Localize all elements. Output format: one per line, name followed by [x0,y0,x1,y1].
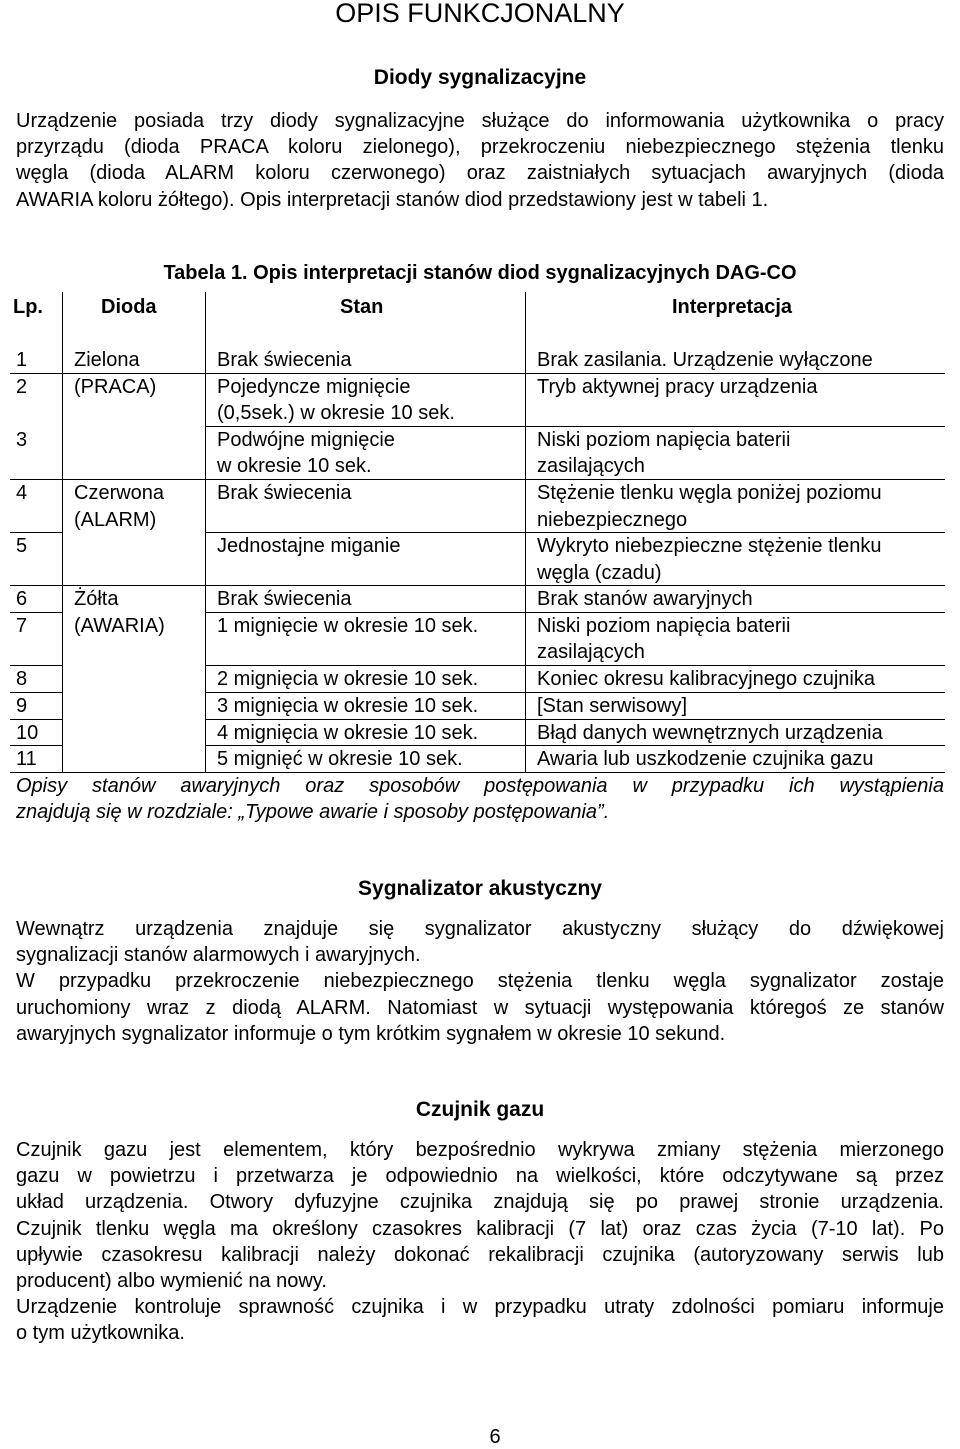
diodes-line: Urządzenie posiada trzy diody sygnalizacyjne służące do informowania użytkownika o pracy [16,110,944,132]
diode-name: Czerwona [74,482,165,504]
diodes-paragraph [16,108,944,213]
page-number: 6 [489,1426,501,1448]
page-title: OPIS FUNKCJONALNY [335,0,625,28]
row-interpretacja: zasilających [537,641,645,663]
row-lp: 5 [16,535,28,557]
header-interpretacja: Interpretacja [672,296,793,318]
table-rule [10,665,62,666]
table-rule [10,585,945,586]
buzzer-line: sygnalizacji stanów alarmowych i awaryjnych. [16,944,421,967]
row-lp: 1 [16,349,28,371]
table-note-line: Opisy stanów awaryjnych oraz sposobów postępowania w przypadku ich wystąpienia [16,775,944,797]
header-dioda: Dioda [101,296,157,318]
row-interpretacja: niebezpiecznego [537,509,688,531]
row-interpretacja: Koniec okresu kalibracyjnego czujnika [537,668,875,690]
header-stan: Stan [340,296,384,318]
table-rule [62,292,63,772]
row-lp: 8 [16,668,28,690]
table-rule [205,426,945,427]
buzzer-line: Wewnątrz urządzenia znajduje się sygnalizator akustyczny służący do dźwiękowej [16,918,944,940]
diode-name: Zielona [74,349,140,371]
row-interpretacja: zasilających [537,455,645,477]
sensor-paragraph [16,1137,944,1347]
row-stan: 5 mignięć w okresie 10 sek. [217,748,463,770]
row-stan: 4 mignięcia w okresie 10 sek. [217,722,479,744]
table-rule [205,665,945,666]
buzzer-paragraph [16,916,944,1047]
table-rule [10,612,62,613]
table-caption: Tabela 1. Opis interpretacji stanów diod sygnalizacyjnych DAG-CO [163,262,797,284]
row-stan: Podwójne mignięcie [217,429,395,451]
row-lp: 3 [16,429,28,451]
row-stan: Brak świecenia [217,588,352,610]
diodes-line: AWARIA koloru żółtego). Opis interpretacji stanów diod przedstawiony jest w tabeli 1. [16,188,769,211]
row-interpretacja: Brak stanów awaryjnych [537,588,753,610]
table-rule [10,719,62,720]
row-lp: 2 [16,376,28,398]
buzzer-line: W przypadku przekroczenie niebezpiecznego stężenia tlenku węgla sygnalizator zostaje [16,970,944,993]
row-lp: 11 [16,748,37,770]
row-interpretacja: Brak zasilania. Urządzenie wyłączone [537,349,873,371]
sensor-line: Czujnik tlenku węgla ma określony czasokres kalibracji (7 lat) oraz czas życia (7-10 lat). Po [16,1217,944,1240]
row-stan: w okresie 10 sek. [217,455,372,477]
table-rule [205,719,945,720]
row-lp: 4 [16,482,28,504]
table-rule [10,692,62,693]
table-rule [10,532,62,533]
row-interpretacja: [Stan serwisowy] [537,695,688,717]
row-stan: 1 mignięcie w okresie 10 sek. [217,615,479,637]
section-heading-sensor: Czujnik gazu [415,1098,545,1121]
row-stan: Brak świecenia [217,482,352,504]
table-note [16,773,944,825]
row-stan: Brak świecenia [217,349,352,371]
row-lp: 10 [16,722,39,744]
row-interpretacja: Awaria lub uszkodzenie czujnika gazu [537,748,874,770]
section-heading-diodes: Diody sygnalizacyjne [373,66,587,89]
table-rule [205,532,945,533]
table-rule [205,692,945,693]
table-rule [10,479,945,480]
row-interpretacja: Niski poziom napięcia baterii [537,429,791,451]
row-lp: 7 [16,615,28,637]
row-stan: (0,5sek.) w okresie 10 sek. [217,402,455,424]
sensor-line: upływie czasokresu kalibracji należy dokonać rekalibracji czujnika (autoryzowany serwis lub [16,1243,944,1266]
table-rule [205,292,206,772]
table-rule [205,612,945,613]
buzzer-line: uruchomiony wraz z diodą ALARM. Natomiast w sytuacji występowania któregoś ze stanów [16,996,944,1019]
section-heading-buzzer: Sygnalizator akustyczny [358,877,602,900]
diode-name: (ALARM) [74,509,157,531]
table-rule [525,292,526,772]
sensor-line: gazu w powietrzu i przetwarza je odpowiednio na wielkości, które odczytywane są przez [16,1165,944,1188]
table-rule [10,373,945,374]
sensor-line: o tym użytkownika. [16,1322,185,1345]
diode-name: (PRACA) [74,376,157,398]
row-interpretacja: Wykryto niebezpieczne stężenie tlenku [537,535,882,557]
table-rule [10,745,62,746]
row-interpretacja: Błąd danych wewnętrznych urządzenia [537,722,883,744]
row-lp: 6 [16,588,28,610]
table-rule [205,745,945,746]
diode-name: Żółta [74,588,119,610]
row-interpretacja: węgla (czadu) [537,562,662,584]
diodes-line: węgla (dioda ALARM koloru czerwonego) oraz zaistniałych sytuacjach awaryjnych (dioda [16,162,944,185]
row-lp: 9 [16,695,28,717]
header-lp: Lp. [13,296,43,318]
row-interpretacja: Tryb aktywnej pracy urządzenia [537,376,818,398]
diode-name: (AWARIA) [74,615,165,637]
sensor-line: Urządzenie kontroluje sprawność czujnika i w przypadku utraty zdolności pomiaru informuje [16,1296,944,1319]
buzzer-line: awaryjnych sygnalizator informuje o tym krótkim sygnałem w okresie 10 sekund. [16,1022,726,1045]
row-stan: Jednostajne miganie [217,535,401,557]
row-stan: Pojedyncze mignięcie [217,376,411,398]
sensor-line: Czujnik gazu jest elementem, który bezpośrednio wykrywa zmiany stężenia mierzonego [16,1139,944,1161]
sensor-line: producent) albo wymienić na nowy. [16,1270,327,1293]
sensor-line: układ urządzenia. Otwory dyfuzyjne czujnika znajdują się po prawej stronie urządzenia. [16,1191,944,1214]
diodes-line: przyrządu (dioda PRACA koloru zielonego), przekroczeniu niebezpiecznego stężenia tlenku [16,136,944,159]
row-interpretacja: Niski poziom napięcia baterii [537,615,791,637]
table-note-line: znajdują się w rozdziale: „Typowe awarie i sposoby postępowania”. [16,801,610,824]
row-stan: 3 mignięcia w okresie 10 sek. [217,695,479,717]
row-stan: 2 mignięcia w okresie 10 sek. [217,668,479,690]
row-interpretacja: Stężenie tlenku węgla poniżej poziomu [537,482,882,504]
